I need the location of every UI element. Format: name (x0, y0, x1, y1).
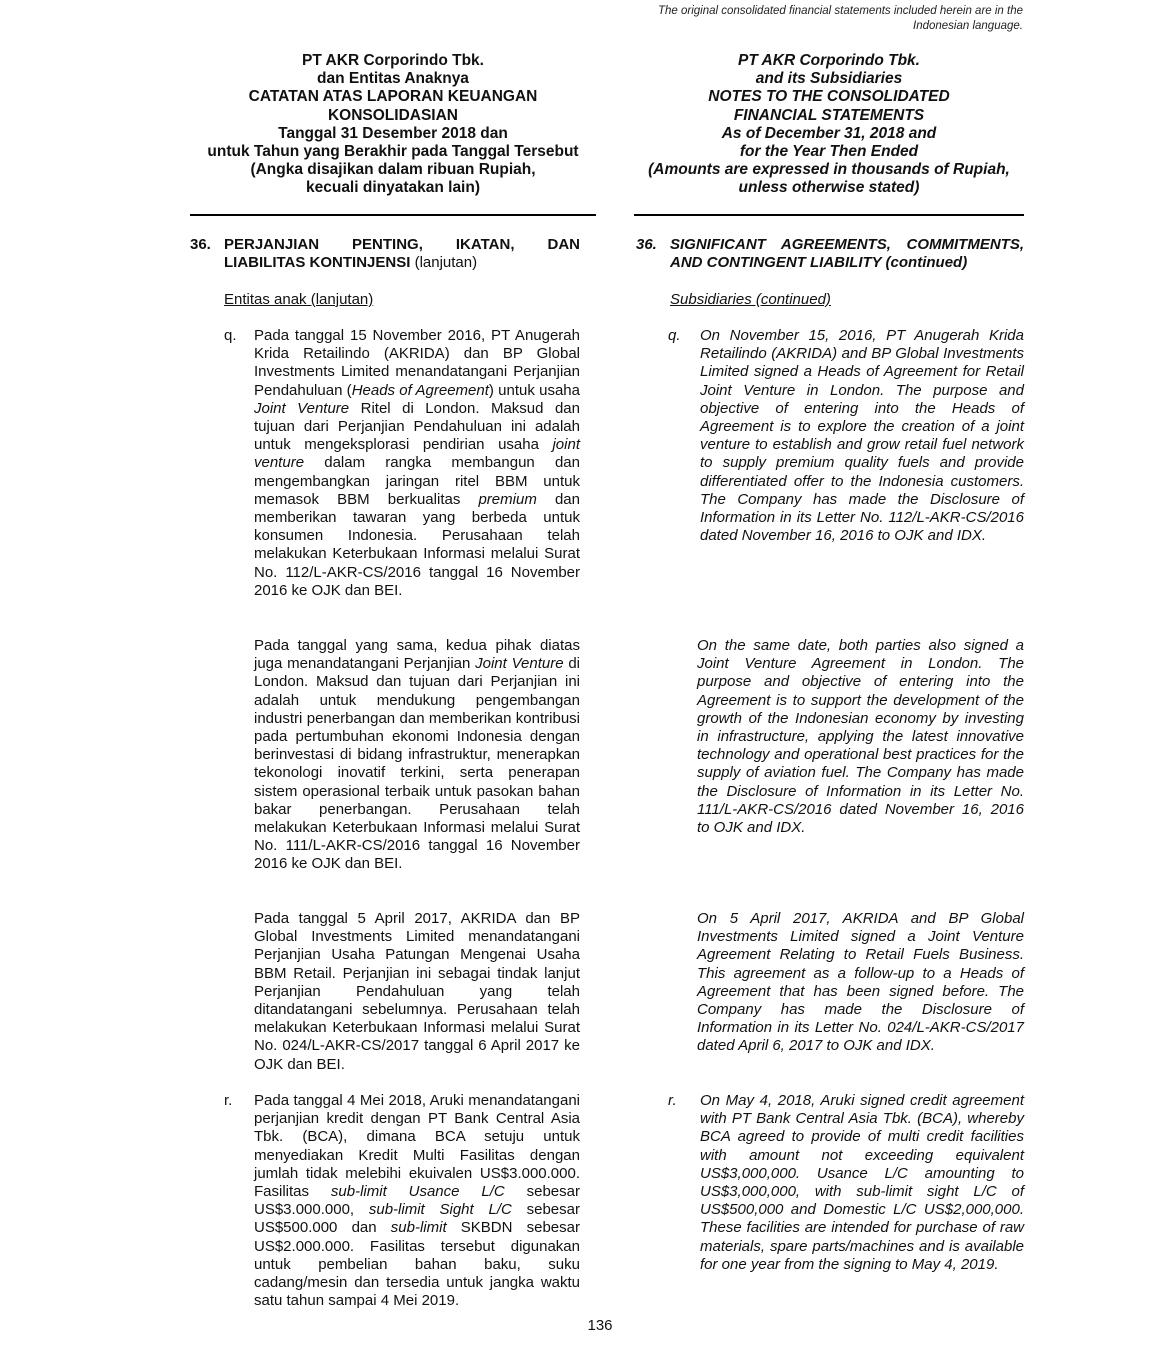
header-line: PT AKR Corporindo Tbk. (738, 52, 920, 69)
text-run: di London. Maksud dan tujuan dari Perjanjian ini adalah untuk mendukung pengembangan industri penerbangan dan memberikan kontribusi pada pertumbuhan ekonomi Indonesia dengan berinvestasi di bidang infrastruktur, menerapkan tekonologi inovatif terkini, serta penerapan sistem operasional terbaik untuk pasokan bahan bakar penerbangan. Perusahaan telah melakukan Keterbukaan Informasi melalui Surat No. 111/L-AKR-CS/2016 tanggal 16 November 2016 ke OJK dan BEI. (254, 655, 580, 873)
header-indonesian (190, 52, 596, 198)
column-indonesian (190, 236, 580, 1316)
text-run: On November 15, 2016, PT Anugerah Krida Retailindo (AKRIDA) and BP Global Investments Limited signed a Heads of Agreement for Retail Joint Venture in London. The purpose and objective of entering into the Heads of Agreement is to explore the creation of a joint venture to establish and grow retail fuel network to supply premium quality fuels and provide differentiated offer to the Indonesia customers. The Company has made the Disclosure of Information in its Letter No. 112/L-AKR-CS/2016 dated November 16, 2016 to OJK and IDX. (700, 327, 1024, 545)
item-letter-r: r. (668, 1092, 677, 1109)
section-title-line1: PERJANJIAN PENTING, IKATAN, DAN (224, 236, 580, 253)
paragraph (254, 1092, 580, 1310)
text-run: sebesar US$3.000.000, (254, 1183, 580, 1219)
paragraph (254, 910, 580, 1074)
text-run: On May 4, 2018, Aruki signed credit agreement with PT Bank Central Asia Tbk. (BCA), whereby BCA agreed to provide of multi credit facilities with amount not exceeding equivalent US$3,000,000. Usance L/C amounting to US$3,000,000, with sub-limit sight L/C of US$500,000 and Domestic L/C US$2,000,000. These facilities are intended for purchase of raw materials, spare parts/machines and is available for one year from the signing to May 4, 2019. (700, 1092, 1024, 1273)
emphasized-text: sub-limit Usance L/C (330, 1183, 505, 1201)
header-line: FINANCIAL STATEMENTS (733, 106, 925, 124)
header-line: dan Entitas Anaknya (317, 70, 469, 88)
section-title (224, 236, 580, 272)
paragraph (254, 327, 580, 600)
header-line: CATATAN ATAS LAPORAN KEUANGAN (248, 88, 538, 106)
text-run: Pada tanggal 5 April 2017, AKRIDA dan BP Global Investments Limited menandatangani Perjanjian Usaha Patungan Mengenai Usaha BBM Retail. Perjanjian ini sebagai tindak lanjut Perjanjian Pendahuluan yang telah ditandatangani sebelumnya. Perusahaan telah melakukan Keterbukaan Informasi melalui Surat No. 024/L-AKR-CS/2017 tanggal 6 April 2017 ke OJK dan BEI. (254, 910, 580, 1073)
translation-note: The original consolidated financial statements included herein are in the Indonesian language. (657, 5, 1023, 32)
text-run: Ritel di London. Maksud dan tujuan dari Perjanjian Pendahuluan ini adalah untuk mengeksplorasi pendirian usaha (254, 399, 580, 454)
text-run: On 5 April 2017, AKRIDA and BP Global Investments Limited signed a Joint Venture Agreement Relating to Retail Fuels Business. This agreement as a follow-up to a Heads of Agreement that has been signed before. The Company has made the Disclosure of Information in its Letter No. 024/L-AKR-CS/2017 dated April 6, 2017 to OJK and IDX. (697, 910, 1024, 1055)
paragraph (697, 910, 1024, 1056)
header-line: untuk Tahun yang Berakhir pada Tanggal Tersebut (207, 143, 579, 161)
text-run: ) untuk usaha (488, 381, 580, 399)
paragraph (254, 637, 580, 874)
subsection-heading: Entitas anak (lanjutan) (224, 291, 374, 308)
header-line: As of December 31, 2018 and (721, 124, 937, 142)
section-title (670, 236, 1024, 272)
section-title-line2: AND CONTINGENT LIABILITY (670, 254, 882, 272)
emphasized-text: Joint Venture (475, 655, 564, 673)
column-english (636, 236, 1024, 1316)
section-heading (636, 236, 1024, 276)
emphasized-text: Heads of Agreement (351, 381, 489, 399)
text-run: Pada tanggal 4 Mei 2018, Aruki menandatangani perjanjian kredit dengan PT Bank Central Asia Tbk. (BCA), dimana BCA setuju untuk menyediakan Kredit Multi Fasilitas dengan jumlah tidak melebihi ekuivalen US$3.000.000. Fasilitas (254, 1092, 580, 1201)
item-letter-r: r. (224, 1092, 233, 1109)
paragraph (700, 327, 1024, 545)
header-line: PT AKR Corporindo Tbk. (302, 52, 484, 69)
header-line: NOTES TO THE CONSOLIDATED (708, 88, 950, 106)
page-number: 136 (587, 1317, 613, 1334)
header-line: KONSOLIDASIAN (327, 106, 459, 124)
header-line: and its Subsidiaries (755, 70, 903, 88)
emphasized-text: sub-limit (390, 1219, 447, 1237)
header-english (634, 52, 1024, 198)
header-line: (Angka disajikan dalam ribuan Rupiah, (250, 161, 536, 179)
item-letter-q: q. (224, 327, 237, 344)
emphasized-text: premium (478, 490, 537, 508)
text-run: dan memberikan tawaran yang berbeda untuk konsumen Indonesia. Perusahaan telah melakukan Keterbukaan Informasi melalui Surat No. 112/L-AKR-CS/2016 tanggal 16 November 2016 ke OJK dan BEI. (254, 490, 580, 599)
text-run: sebesar US$500.000 dan (254, 1201, 580, 1237)
paragraph (700, 1092, 1024, 1274)
section-title-suffix: (lanjutan) (410, 254, 478, 272)
header-line: Tanggal 31 Desember 2018 dan (278, 124, 508, 142)
header-divider-right (634, 214, 1024, 216)
text-run: Pada tanggal yang sama, kedua pihak diatas juga menandatangani Perjanjian (254, 637, 580, 673)
section-number: 36. (190, 236, 211, 253)
header-line: kecuali dinyatakan lain) (305, 179, 480, 197)
section-title-suffix: (continued) (881, 254, 968, 272)
header-line: (Amounts are expressed in thousands of Rupiah, (648, 161, 1010, 179)
text-run: On the same date, both parties also signed a Joint Venture Agreement in London. The purpose and objective of entering into the Agreement is to support the development of the growth of the Indonesian economy by investing in infrastructure, applying the latest innovative technology and operational best practices for the supply of aviation fuel. The Company has made the Disclosure of Information in its Letter No. 111/L-AKR-CS/2016 dated November 16, 2016 to OJK and IDX. (697, 637, 1024, 837)
section-title-line1: SIGNIFICANT AGREEMENTS, COMMITMENTS, (670, 236, 1024, 253)
emphasized-text: Joint Venture (254, 399, 350, 417)
section-number: 36. (636, 236, 657, 253)
item-letter-q: q. (668, 327, 681, 344)
section-title-line2: LIABILITAS KONTINJENSI (224, 254, 411, 272)
emphasized-text: joint venture (254, 436, 580, 472)
text-run: Pada tanggal 15 November 2016, PT Anugerah Krida Retailindo (AKRIDA) dan BP Global Investments Limited menandatangani Perjanjian Pendahuluan ( (254, 327, 580, 399)
subsection-heading: Subsidiaries (continued) (670, 291, 831, 308)
section-heading (190, 236, 580, 276)
paragraph (697, 637, 1024, 837)
header-line: unless otherwise stated) (738, 179, 920, 197)
header-line: for the Year Then Ended (739, 143, 919, 161)
emphasized-text: sub-limit Sight L/C (368, 1201, 512, 1219)
text-run: SKBDN sebesar US$2.000.000. Fasilitas tersebut digunakan untuk pembelian bahan baku, suku cadang/mesin dan tersedia untuk jangka waktu satu tahun sampai 4 Mei 2019. (254, 1219, 580, 1310)
text-run: dalam rangka membangun dan mengembangkan jaringan ritel BBM untuk memasok BBM berkualitas (254, 454, 580, 508)
header-divider-left (190, 214, 596, 216)
